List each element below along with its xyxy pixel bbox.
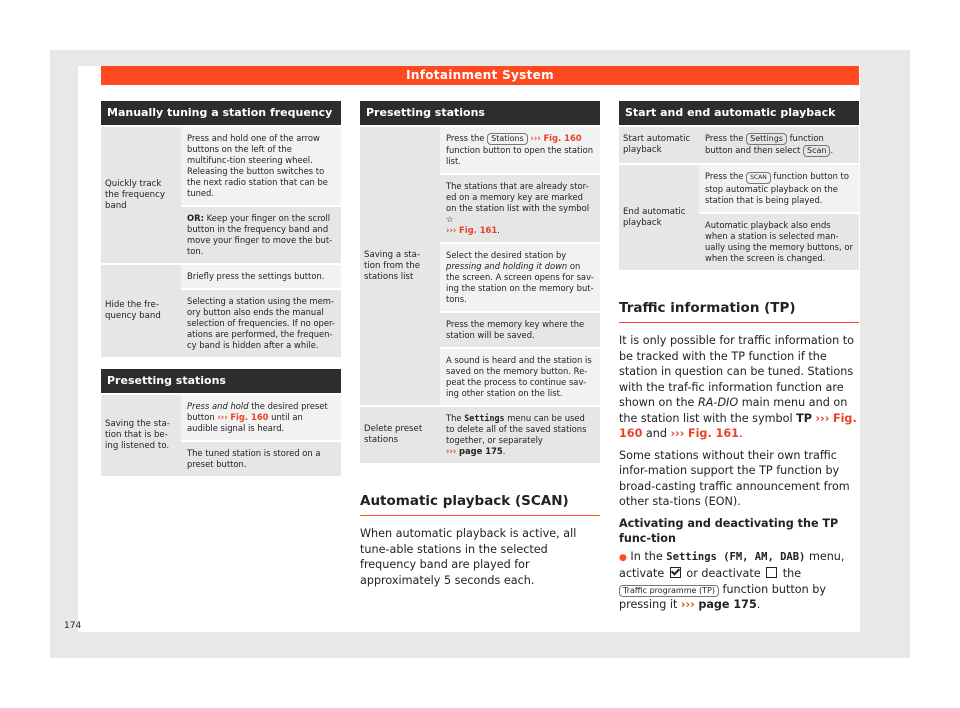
row-cell: Briefly press the settings button. (181, 265, 341, 288)
row-cell: Press the SCAN function button to stop automatic playback on the station that is being played. (699, 165, 859, 212)
instruction-item: ● In the Settings (FM, AM, DAB) menu, activate or deactivate the Traffic programme (TP) function button by pressing it ››› page 175. (619, 549, 845, 611)
row-cell: The tuned station is stored on a preset button. (181, 440, 341, 476)
section-title: Traffic information (TP) (619, 300, 859, 323)
column-1 (101, 101, 341, 476)
row-label: Start automatic playback (619, 127, 699, 163)
row-cell: Automatic playback also ends when a station is selected man-ually using the memory buttons, or when the screen is changed. (699, 212, 859, 270)
table-row (101, 393, 341, 476)
row-cell: Press and hold one of the arrow buttons on the left of the multifunc-tion steering wheel. Releasing the button switches to the next radio station that can be tuned. (181, 127, 341, 205)
subheading: Activating and deactivating the TP func-tion (619, 516, 839, 545)
table-start-end-title: Start and end automatic playback (619, 101, 859, 125)
table-row (360, 405, 600, 463)
row-cell: The Settings menu can be used to delete all of the saved stations together, or separately ››› page 175. (440, 407, 600, 463)
table-row (360, 125, 600, 405)
row-cell: Press the Stations ››› Fig. 160 function button to open the station list. (440, 127, 600, 173)
traffic-section (619, 300, 859, 613)
settings-button[interactable]: Settings (746, 133, 787, 145)
row-label: Saving a sta-tion from the stations list (360, 127, 440, 405)
column-2 (360, 101, 600, 588)
table-row (101, 263, 341, 357)
row-cell: A sound is heard and the station is saved on the memory button. Re-peat the process to continue sav-ing other station on the list. (440, 347, 600, 405)
row-label: Delete preset stations (360, 407, 440, 463)
table-manual-tuning-title: Manually tuning a station frequency (101, 101, 341, 125)
section-paragraph: Some stations without their own traffic infor-mation support the TP function by broad-casting traffic announcement from other sta-tions (EON). (619, 448, 850, 508)
row-cell: Selecting a station using the mem-ory button also ends the manual selection of frequencies. If no oper-ations are performed, the frequen-cy band is hidden after a while. (181, 288, 341, 357)
chapter-banner: Infotainment System (101, 66, 859, 85)
figure-reference-link[interactable]: Fig. 161 (459, 225, 498, 235)
page-reference-link[interactable]: page 175 (698, 598, 757, 611)
row-cell: Select the desired station by pressing and holding it down on the screen. A screen opens for sav-ing the station on the memory but-tons. (440, 242, 600, 311)
star-icon: ☆ (446, 214, 454, 224)
bullet-icon: ● (619, 552, 627, 563)
row-label: Quickly track the frequency band (101, 127, 181, 263)
scan-section (360, 493, 600, 588)
stations-button[interactable]: Stations (487, 133, 528, 145)
checked-box-icon (670, 567, 681, 578)
row-label: End automatic playback (619, 165, 699, 270)
traffic-programme-button[interactable]: Traffic programme (TP) (619, 585, 719, 597)
table-row (101, 125, 341, 263)
row-label: Saving the sta-tion that is be-ing listened to. (101, 395, 181, 476)
page-number: 174 (64, 621, 82, 631)
figure-reference-link[interactable]: Fig. 160 (230, 412, 269, 422)
section-paragraph: It is only possible for traffic information to be tracked with the TP function if the station in question can be tuned. Stations with the traf-fic information function are shown on the RA-DIO main menu and on the station list with the symbol TP ››› Fig. 160 and ››› Fig. 161. (619, 334, 857, 440)
table-presetting-title: Presetting stations (101, 369, 341, 393)
row-cell: Press the memory key where the station will be saved. (440, 311, 600, 347)
unchecked-box-icon (766, 567, 777, 578)
table-presetting-title: Presetting stations (360, 101, 600, 125)
section-title: Automatic playback (SCAN) (360, 493, 600, 516)
figure-reference-link[interactable]: Fig. 160 (543, 133, 582, 143)
scan-button[interactable]: SCAN (746, 172, 771, 184)
table-row (619, 125, 859, 163)
row-label: Hide the fre-quency band (101, 265, 181, 357)
figure-reference-link[interactable]: Fig. 160 (619, 411, 857, 440)
row-cell: Press the Settings function button and then select Scan . (699, 127, 859, 163)
section-body: When automatic playback is active, all tune-able stations in the selected frequency band are played for approximately 5 seconds each. (360, 527, 577, 587)
figure-reference-link[interactable]: Fig. 161 (687, 427, 739, 440)
row-cell: The stations that are already stor-ed on a memory key are marked on the station list with the symbol ☆ ››› Fig. 161. (440, 173, 600, 242)
row-cell: Press and hold the desired preset button ››› Fig. 160 until an audible signal is heard. (181, 395, 341, 440)
column-3 (619, 101, 859, 613)
row-cell: OR: Keep your finger on the scroll button in the frequency band and move your finger to move the but-ton. (181, 205, 341, 263)
page-reference-link[interactable]: page 175 (459, 446, 503, 456)
scan-button[interactable]: Scan (803, 145, 830, 157)
table-row (619, 163, 859, 270)
